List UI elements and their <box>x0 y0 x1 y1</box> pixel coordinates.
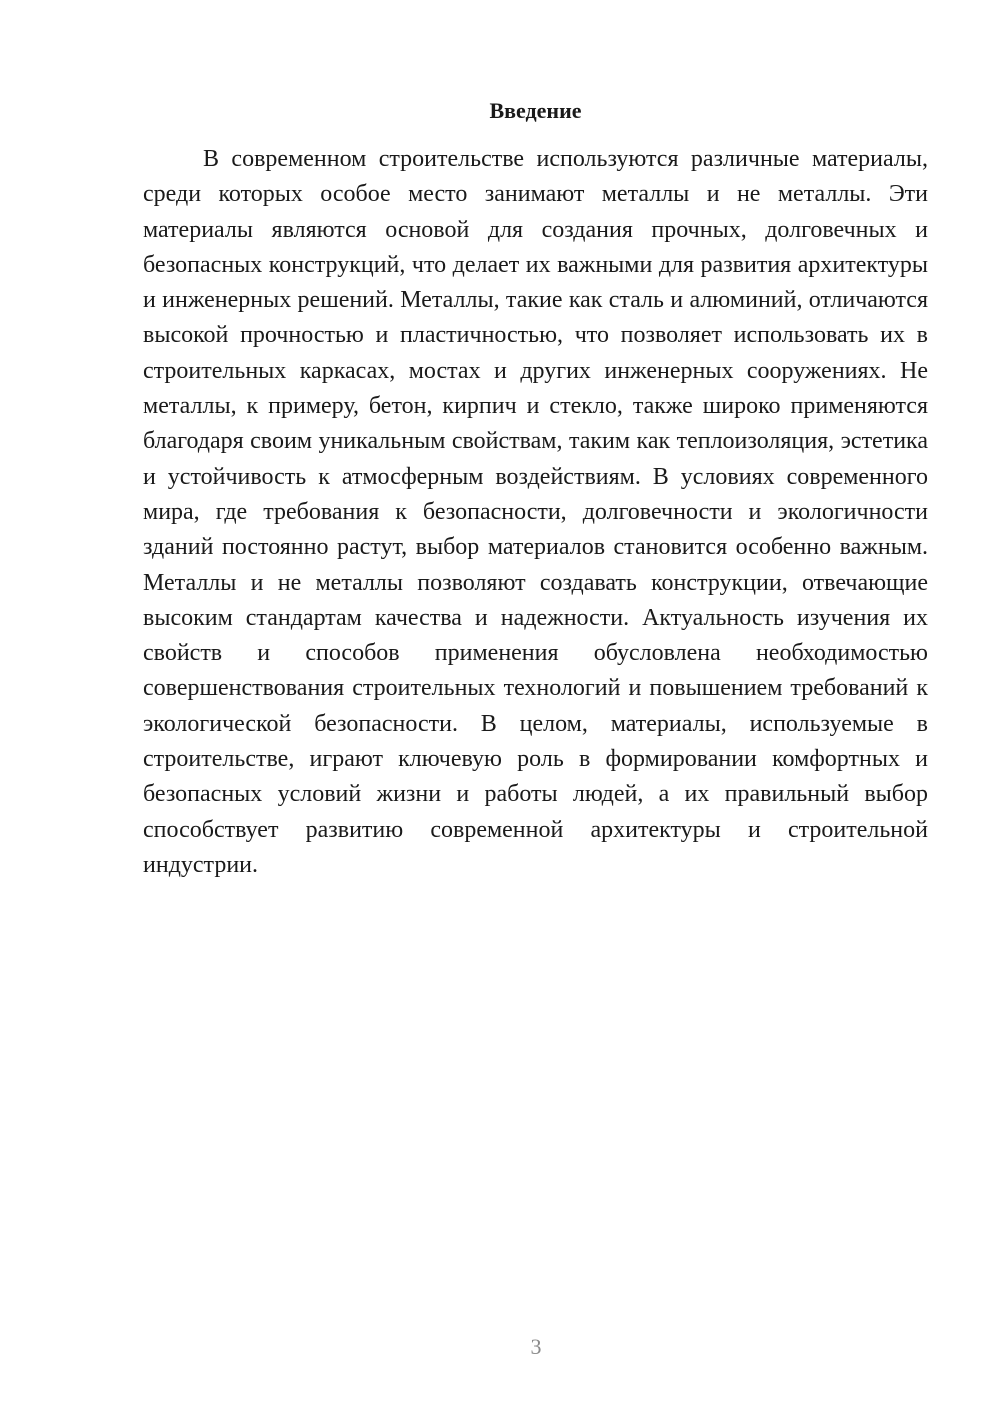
section-heading: Введение <box>489 98 582 123</box>
body-paragraph: В современном строительстве используются различные материалы, среди которых особое место занимают металлы и не металлы. Эти материалы являются основой для создания прочных, долговечных и безопасных конструкций, что делает их важными для развития архитектуры и инженерных решений. Металлы, такие как сталь и алюминий, отличаются высокой прочностью и пластичностью, что позволяет использовать их в строительных каркасах, мостах и других инженерных сооружениях. Не металлы, к примеру, бетон, кирпич и стекло, также широко применяются благодаря своим уникальным свойствам, таким как теплоизоляция, эстетика и устойчивость к атмосферным воздействиям. В условиях современного мира, где требования к безопасности, долговечности и экологичности зданий постоянно растут, выбор материалов становится особенно важным. Металлы и не металлы позволяют создавать конструкции, отвечающие высоким стандартам качества и надежности. Актуальность изучения их свойств и способов применения обусловлена необходимостью совершенствования строительных технологий и повышением требований к экологической безопасности. В целом, материалы, используемые в строительстве, играют ключевую роль в формировании комфортных и безопасных условий жизни и работы людей, а их правильный выбор способствует развитию современной архитектуры и строительной индустрии. <box>143 146 928 878</box>
page-number: 3 <box>530 1334 542 1359</box>
